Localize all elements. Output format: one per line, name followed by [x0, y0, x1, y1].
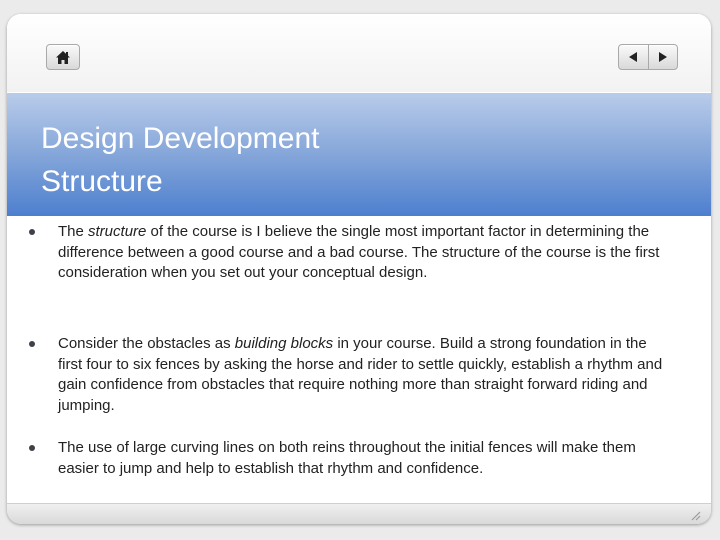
- bullet-text-3: [58, 438, 668, 479]
- bullet-text-segment: of the course is I believe the single most important factor in determining the difference between a good course and a bad course. The structure of the course is the first consideration when you set out your conceptual design.: [58, 223, 660, 281]
- bullet-emphasis: structure: [88, 223, 147, 240]
- previous-slide-button[interactable]: [619, 45, 648, 69]
- slide-title-line-1: Design Development: [41, 122, 320, 155]
- bottom-toolbar: [7, 503, 711, 524]
- slide: [7, 14, 711, 524]
- slide-title: [41, 117, 319, 203]
- slide-title-line-2: Structure: [41, 165, 163, 198]
- bullet-dot-icon: [29, 229, 35, 235]
- bullet-text-segment: The use of large curving lines on both reins throughout the initial fences will make them easier to jump and help to establish that rhythm and confidence.: [58, 439, 636, 477]
- top-toolbar: [7, 14, 711, 92]
- home-icon: [55, 50, 71, 65]
- next-slide-button[interactable]: [649, 45, 678, 69]
- triangle-left-icon: [628, 51, 638, 63]
- title-band: [7, 93, 711, 216]
- bullet-dot-icon: [29, 341, 35, 347]
- bullet-text-segment: in your course. Build a strong foundation in the first four to six fences by asking the horse and rider to settle quickly, establish a rhythm and gain confidence from obstacles that require nothing more than straight forward riding and jumping.: [58, 335, 663, 414]
- resize-grip-icon[interactable]: [689, 509, 701, 521]
- bullet-dot-icon: [29, 445, 35, 451]
- home-button[interactable]: [46, 44, 80, 70]
- bullet-text-1: [58, 222, 668, 284]
- triangle-right-icon: [658, 51, 668, 63]
- slide-nav-group: [618, 44, 678, 70]
- bullet-text-segment: Consider the obstacles as: [58, 335, 235, 352]
- bullet-emphasis: building blocks: [234, 335, 334, 352]
- bullet-text-2: [58, 334, 668, 416]
- bullet-text-segment: The: [58, 223, 89, 240]
